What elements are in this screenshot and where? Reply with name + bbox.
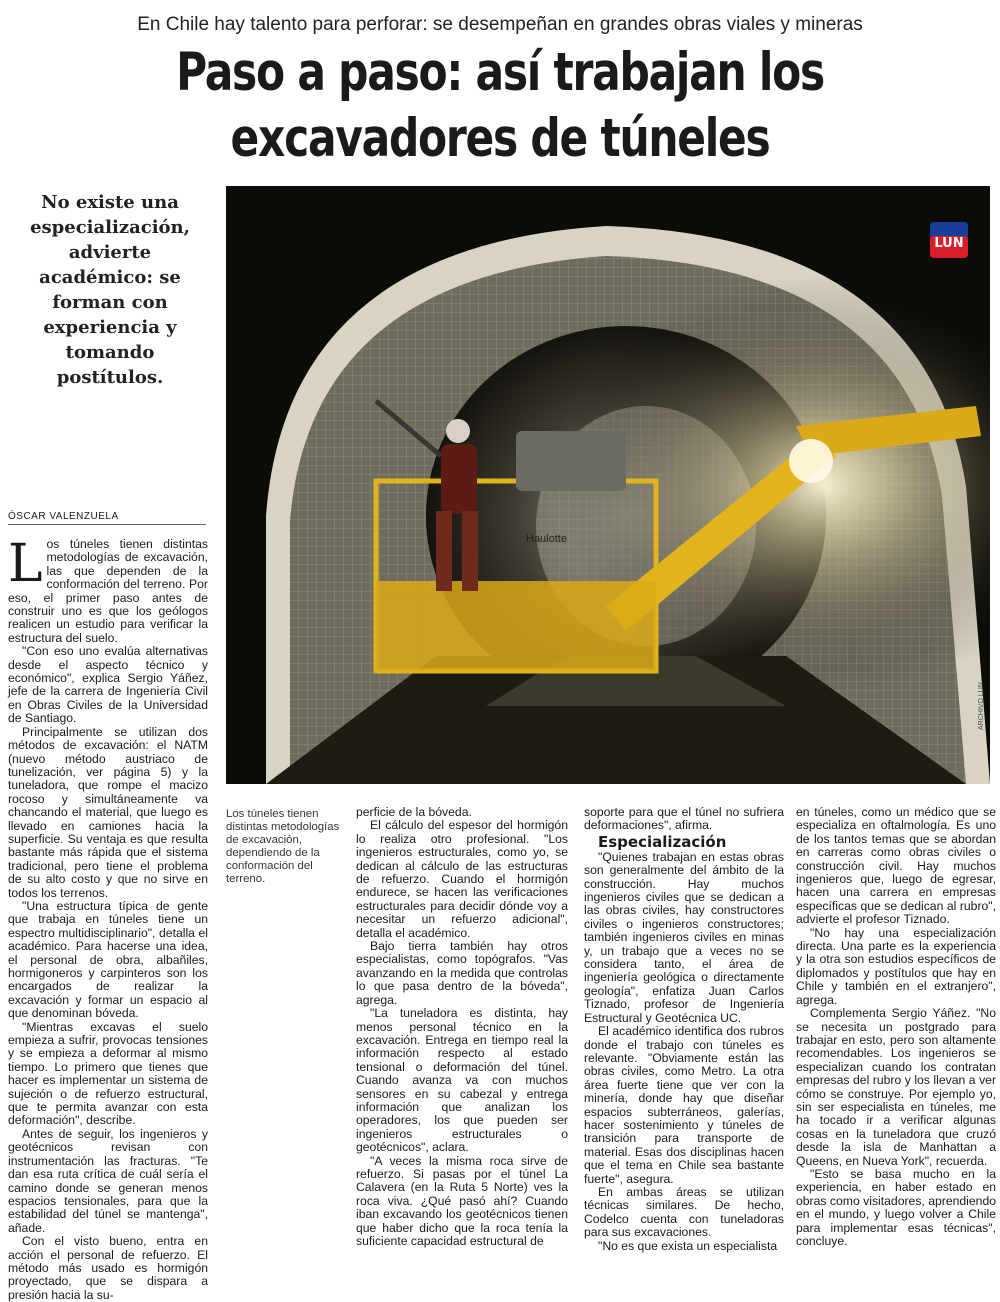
photo-credit: ARCHIVO LUN	[978, 682, 985, 730]
paragraph: "A veces la misma roca sirve de refuerzo. Si pasas por el túnel La Calavera (en la Ruta 5 Norte) ves la roca viva. ¿Qué pasó ahí? Cuando iban excavando los geotécnicos tienen que haber dicho que la roca tenía la suficiente capacidad estructural de	[356, 1153, 568, 1248]
paragraph: "Una estructura típica de gente que trabaja en túneles tiene un espectro multidisciplinario", detalla el académico. Para hacerse una idea, el personal de obra, albañiles, hormigoneros y carpinteros son los encargados de realizar la excavación y formar un espacio al que denominan bóveda.	[8, 898, 208, 1021]
paragraph: perficie de la bóveda.	[356, 805, 472, 819]
dropcap: L	[8, 534, 43, 594]
headline-line-2: excavadores de túneles	[230, 108, 770, 169]
lun-logo-icon	[930, 222, 968, 258]
tunnel-photo	[226, 186, 990, 784]
kicker: En Chile hay talento para perforar: se desempeñan en grandes obras viales y mineras	[137, 14, 863, 35]
paragraph: Principalmente se utilizan dos métodos de excavación: el NATM (nuevo método austriaco de tunelización, ver página 5) y la tuneladora, que rompe el macizo rocoso y simultáneamente va chancando el material, que luego es llevado en camiones hacia la superficie. Su ventaja es que resulta bastante más rápida que el sistema tradicional, pero tiene el problema de su alto costo y que no sirve en todos los terrenos.	[8, 724, 208, 900]
paragraph: Antes de seguir, los ingenieros y geotécnicos revisan con instrumentación las fracturas. "Te dan esa ruta crítica de cuál sería el camino donde se generan menos espacios tensionales, para que la estabilidad del túnel se mantenga", añade.	[8, 1126, 208, 1235]
tunnel-photo-illustration	[226, 186, 990, 784]
photo-caption: Los túneles tienen distintas metodologías de excavación, dependiendo de la conformación del terreno.	[226, 808, 340, 885]
headline	[100, 40, 900, 172]
paragraph: "La tuneladora es distinta, hay menos personal técnico en la excavación. Entrega en tiempo real la información respecto al estado tensional o deformación del túnel. Cuando avanza va con muchos sensores en su cabezal y entrega información que analizan los operadores, los que pueden ser ingenieros estructurales o geotécnicos", aclara.	[356, 1006, 568, 1155]
paragraph: "No hay una especialización directa. Una parte es la experiencia y la otra son estudios específicos de diplomados y postítulos que hay en Chile y también en el extranjero", agrega.	[796, 925, 996, 1007]
paragraph: En ambas áreas se utilizan técnicas similares. De hecho, Codelco cuenta con tuneladoras para sus excavaciones.	[584, 1184, 784, 1240]
paragraph: El académico identifica dos rubros donde el trabajo con túneles es relevante. "Obviamente están las obras civiles, como Metro. La otra área fuerte tiene que ver con la minería, donde hay que diseñar espacios subterráneos, galerías, hacer sostenimiento y túneles de transición para transporte de material. Esas dos disciplinas hacen que el tema en Chile sea bastante fuerte", asegura.	[584, 1024, 784, 1186]
svg-text:LUN: LUN	[934, 236, 964, 251]
paragraph: "Mientras excavas el suelo empieza a sufrir, provocas tensiones y se empieza a deformar al mismo tiempo. Lo primero que tienes que hacer es implementar un sistema de sujeción o de refuerzo estructural, que te permita avanzar con esta deformación", describe.	[8, 1019, 208, 1128]
paragraph: "Esto se basa mucho en la experiencia, en haber estado en obras como visitadores, aprendiendo en el mundo, y luego volver a Chile para implementar esas técnicas", concluye.	[796, 1166, 996, 1248]
paragraph: Bajo tierra también hay otros especialistas, como topógrafos. "Vas avanzando en la medida que controlas lo que pasa dentro de la bóveda", agrega.	[356, 939, 568, 1007]
paragraph: Con el visto bueno, entra en acción el personal de refuerzo. El método más usado es hormigón proyectado, que se dispara a presión hacia la su-	[8, 1234, 208, 1302]
article-column-3	[584, 806, 784, 1256]
deck: No existe una especialización, advierte académico: se forman con experiencia y tomando postítulos.	[30, 192, 190, 388]
article-column-2	[356, 806, 568, 1256]
paragraph: El cálculo del espesor del hormigón lo realiza otro profesional. "Los ingenieros estructurales, como yo, se dedican al cálculo de las estructuras de refuerzo. Cuando el hormigón endurece, se hacen las verificaciones estructurales para decidir dónde voy a necesitar un refuerzo adicional", detalla el académico.	[356, 818, 568, 940]
paragraph: soporte para que el túnel no sufriera deformaciones", afirma.	[584, 805, 784, 833]
paragraph: "No es que exista un especialista	[598, 1238, 778, 1253]
paragraph: "Quienes trabajan en estas obras son generalmente del ámbito de la construcción. Hay muchos ingenieros civiles que se dedican a las obras civiles, hay constructores civiles o ingenieros constructores; también ingenieros civiles en minas y, un trabajo que a veces no se considera tanto, el área de ingeniería geológica o directamente geología", enfatiza Juan Carlos Tiznado, profesor de Ingeniería Estructural y Geotécnica UC.	[584, 849, 784, 1025]
byline: ÓSCAR VALENZUELA	[8, 511, 206, 525]
paragraph: "Con eso uno evalúa alternativas desde el aspecto técnico y económico", explica Sergio Yáñez, jefe de la carrera de Ingeniería Civil en Obras Civiles de la Universidad de Santiago.	[8, 644, 208, 726]
headline-line-1: Paso a paso: así trabajan los	[176, 42, 824, 103]
article-column-1	[8, 534, 208, 1302]
article-column-4	[796, 806, 996, 1256]
paragraph: Complementa Sergio Yáñez. "No se necesita un postgrado para trabajar en esto, pero son altamente recomendables. Los ingenieros se especializan cuando los contratan empresas del rubro y los llevan a ver cómo se construye. Por ejemplo yo, sin ser especialista en túneles, me ha tocado ir a verificar algunas cosas en la tuneladora que cruzó desde la isla de Manhattan a Queens, en Nueva York", recuerda.	[796, 1006, 996, 1168]
paragraph: os túneles tienen distintas metodologías de excavación, las que dependen de la conformación del terreno. Por eso, el primer paso antes de construir uno es que los geólogos realicen un estudio para verificar la estructura del suelo.	[8, 537, 208, 645]
paragraph: en túneles, como un médico que se especializa en oftalmología. Es uno de los tantos temas que se abordan en carreras como obras civiles o construcción civil. Hay muchos ingenieros que, luego de egresar, hacen una carrera en empresas específicas que se dedican al rubro", advierte el profesor Tiznado.	[796, 805, 996, 927]
subheading: Especialización	[598, 832, 727, 851]
lift-label: Haulotte	[526, 533, 567, 545]
